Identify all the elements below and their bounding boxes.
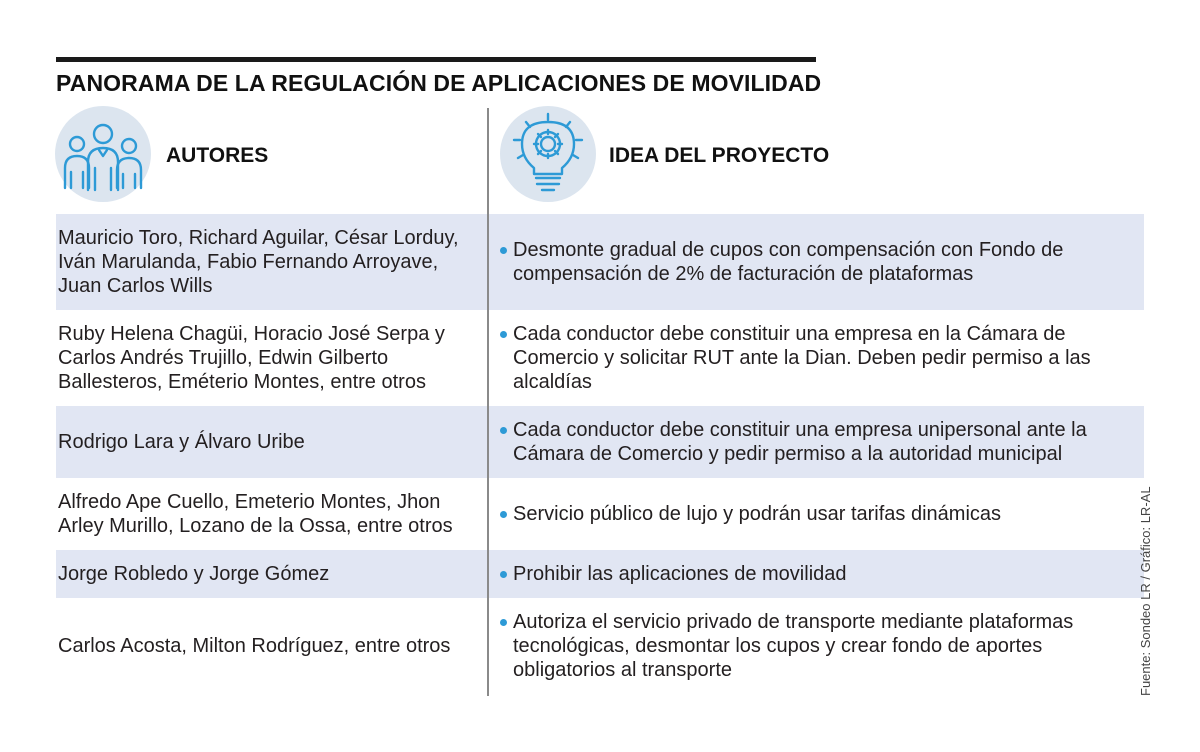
authors-cell: Alfredo Ape Cuello, Emeterio Montes, Jhon Arley Murillo, Lozano de la Ossa, entre otros	[58, 491, 453, 537]
idea-cell	[500, 310, 1136, 406]
table-row	[56, 550, 1144, 598]
idea-text: Prohibir las aplicaciones de movilidad	[513, 563, 847, 585]
source-credit: Fuente: Sondeo LR / Gráfico: LR-AL	[1138, 486, 1153, 696]
table-row	[56, 406, 1144, 478]
idea-cell	[500, 598, 1136, 694]
idea-text: Cada conductor debe constituir una empresa en la Cámara de Comercio y solicitar RUT ante la Dian. Deben pedir permiso a las alcaldías	[513, 323, 1091, 393]
people-group-icon	[55, 106, 151, 202]
idea-cell	[500, 214, 1136, 310]
authors-cell: Ruby Helena Chagüi, Horacio José Serpa y Carlos Andrés Trujillo, Edwin Gilberto Ballesteros, Eméterio Montes, entre otros	[58, 323, 445, 393]
authors-cell: Jorge Robledo y Jorge Gómez	[58, 563, 330, 585]
bullet-icon	[500, 511, 507, 518]
bullet-icon	[500, 619, 507, 626]
lightbulb-gear-icon	[500, 106, 596, 202]
table-row	[56, 478, 1144, 550]
idea-cell	[500, 478, 1136, 550]
authors-column-header: AUTORES	[166, 144, 269, 167]
idea-column-header: IDEA DEL PROYECTO	[609, 144, 830, 167]
idea-text: Cada conductor debe constituir una empresa unipersonal ante la Cámara de Comercio y pedir permiso a la autoridad municipal	[513, 419, 1087, 465]
idea-cell	[500, 550, 1136, 598]
idea-cell	[500, 406, 1136, 478]
table-row	[56, 598, 1144, 694]
authors-cell: Carlos Acosta, Milton Rodríguez, entre otros	[58, 635, 451, 657]
authors-cell: Rodrigo Lara y Álvaro Uribe	[58, 431, 305, 453]
idea-text: Desmonte gradual de cupos con compensación con Fondo de compensación de 2% de facturación de plataformas	[513, 239, 1064, 285]
bullet-icon	[500, 427, 507, 434]
table-row	[56, 214, 1144, 310]
page-title: PANORAMA DE LA REGULACIÓN DE APLICACIONES DE MOVILIDAD	[56, 70, 822, 96]
authors-cell: Mauricio Toro, Richard Aguilar, César Lorduy, Iván Marulanda, Fabio Fernando Arroyave, Juan Carlos Wills	[58, 227, 459, 297]
bullet-icon	[500, 331, 507, 338]
column-divider	[487, 108, 489, 696]
title-rule	[56, 57, 816, 62]
idea-text: Autoriza el servicio privado de transporte mediante plataformas tecnológicas, desmontar los cupos y crear fondo de aportes obligatorios al transporte	[513, 611, 1074, 681]
bullet-icon	[500, 571, 507, 578]
bullet-icon	[500, 247, 507, 254]
idea-text: Servicio público de lujo y podrán usar tarifas dinámicas	[513, 503, 1002, 525]
table-row	[56, 310, 1144, 406]
